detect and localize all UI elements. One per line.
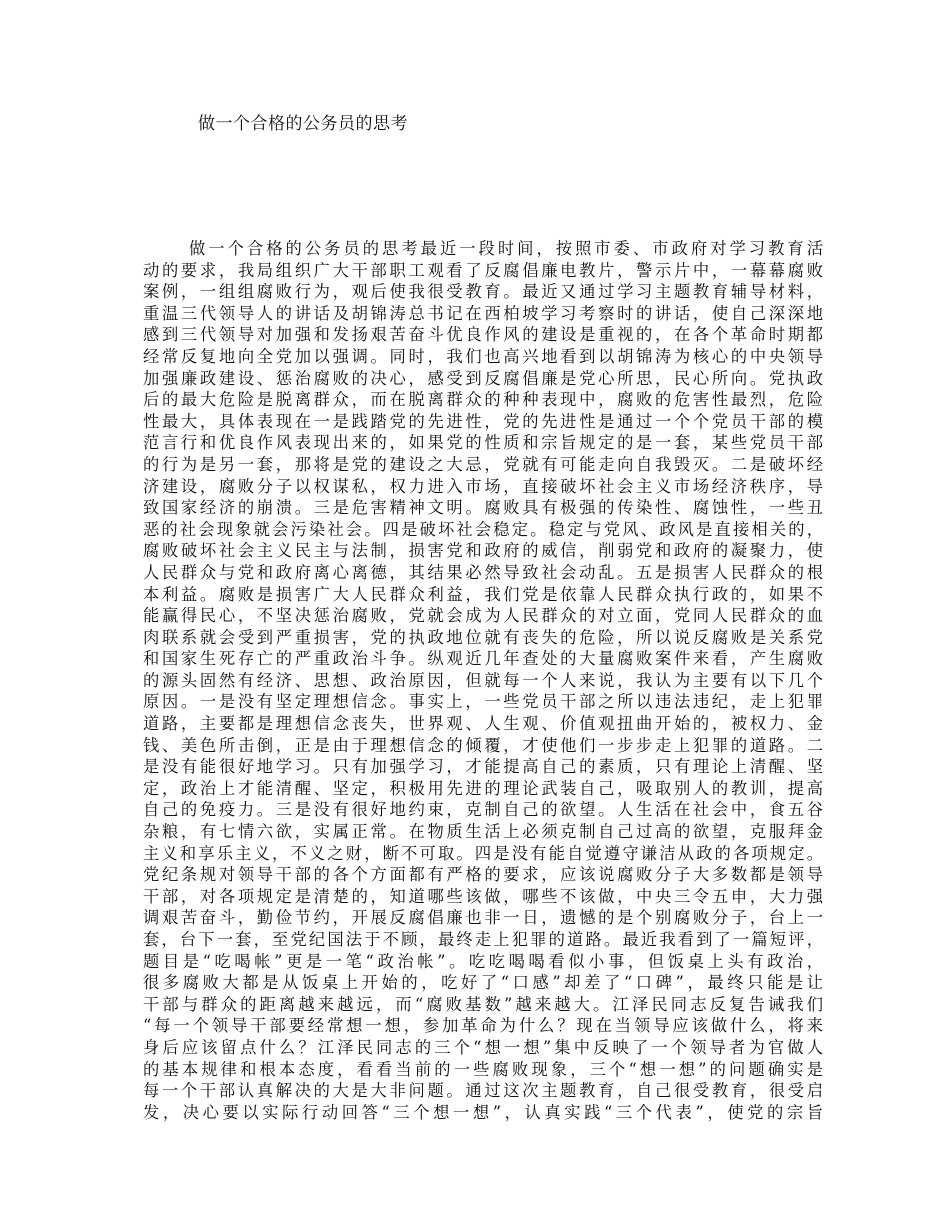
- body-text-line: 发，决心要以实际行动回答“三个想一想”，认真实践“三个代表”，使党的宗旨: [143, 1102, 823, 1122]
- body-text-line: 杂粮，有七情六欲，实属正常。在物质生活上必须克制自己过高的欲望，克服拜金: [143, 822, 823, 842]
- body-text-line: 重温三代领导人的讲话及胡锦涛总书记在西柏坡学习考察时的讲话，使自己深深地: [143, 303, 823, 323]
- body-text-line: 案例，一组组腐败行为，观后使我很受教育。最近又通过学习主题教育辅导材料，: [143, 282, 823, 302]
- body-text-line: 干部，对各项规定是清楚的，知道哪些该做，哪些不该做，中央三令五申，大力强: [143, 886, 823, 906]
- body-text-line: 套，台下一套，至党纪国法于不顾，最终走上犯罪的道路。最近我看到了一篇短评，: [143, 930, 823, 949]
- body-text-line: 钱、美色所击倒，正是由于理想信念的倾覆，才使他们一步步走上犯罪的道路。二: [143, 735, 823, 755]
- body-text-line: 致国家经济的崩溃。三是危害精神文明。腐败具有极强的传染性、腐蚀性，一些丑: [143, 498, 823, 518]
- body-text-line: 干部与群众的距离越来越远，而“腐败基数”越来越大。江泽民同志反复告诫我们: [143, 994, 823, 1014]
- body-text-line: 自己的免疫力。三是没有很好地约束，克制自己的欲望。人生活在社会中，食五谷: [143, 800, 823, 820]
- body-text-line: 做一个合格的公务员的思考最近一段时间，按照市委、市政府对学习教育活: [189, 239, 823, 258]
- body-text-line: 本利益。腐败是损害广大人民群众利益，我们党是依靠人民群众执行政的，如果不: [143, 584, 823, 604]
- body-text-line: 腐败破坏社会主义民主与法制，损害党和政府的威信，削弱党和政府的凝聚力，使: [143, 541, 823, 561]
- body-text-line: 和国家生死存亡的严重政治斗争。纵观近几年查处的大量腐败案件来看，产生腐败: [143, 649, 823, 669]
- body-text-line: 的基本规律和根本态度，看看当前的一些腐败现象，三个“想一想”的问题确实是: [143, 1059, 823, 1079]
- body-text-line: 党纪条规对领导干部的各个方面都有严格的要求，应该说腐败分子大多数都是领导: [143, 865, 823, 885]
- body-text-line: 后的最大危险是脱离群众，而在脱离群众的种种表现中，腐败的危害性最烈，危险: [143, 390, 823, 410]
- body-text-line: 主义和享乐主义，不义之财，断不可取。四是没有能自觉遵守谦洁从政的各项规定。: [143, 843, 823, 863]
- body-text-line: 的源头固然有经济、思想、政治原因，但就每一个人来说，我认为主要有以下几个: [143, 670, 823, 690]
- body-text-line: 动的要求，我局组织广大干部职工观看了反腐倡廉电教片，警示片中，一幕幕腐败: [143, 260, 823, 280]
- body-text-line: 身后应该留点什么？江泽民同志的三个“想一想”集中反映了一个领导者为官做人: [143, 1037, 823, 1057]
- body-text-line: 肉联系就会受到严重损害，党的执政地位就有丧失的危险，所以说反腐败是关系党: [143, 627, 823, 647]
- body-text-line: 是没有能很好地学习。只有加强学习，才能提高自己的素质，只有理论上清醒、坚: [143, 757, 823, 777]
- body-text-line: 性最大，具体表现在一是践踏党的先进性，党的先进性是通过一个个党员干部的模: [143, 411, 823, 431]
- body-text-line: 定，政治上才能清醒、坚定，积极用先进的理论武装自己，吸取别人的教训，提高: [143, 778, 823, 798]
- body-text-line: 恶的社会现象就会污染社会。四是破坏社会稳定。稳定与党风、政风是直接相关的，: [143, 519, 823, 539]
- body-text-line: 感到三代领导对加强和发扬艰苦奋斗优良作风的建设是重视的，在各个革命时期都: [143, 325, 823, 345]
- body-text-line: 调艰苦奋斗，勤俭节约，开展反腐倡廉也非一日，遗憾的是个别腐败分子，台上一: [143, 908, 823, 928]
- body-text-line: 人民群众与党和政府离心离德，其结果必然导致社会动乱。五是损害人民群众的根: [143, 562, 823, 582]
- document-body: [143, 238, 823, 1123]
- body-text-line: 每一个干部认真解决的大是大非问题。通过这次主题教育，自己很受教育，很受启: [143, 1081, 823, 1101]
- body-text-line: 范言行和优良作风表现出来的，如果党的性质和宗旨规定的是一套，某些党员干部: [143, 433, 823, 453]
- body-text-line: 题目是“吃喝帐”更是一笔“政治帐”。吃吃喝喝看似小事，但饭桌上头有政治，: [143, 951, 823, 971]
- body-text-line: 原因。一是没有坚定理想信念。事实上，一些党员干部之所以违法违纪，走上犯罪: [143, 692, 823, 712]
- body-text-line: “每一个领导干部要经常想一想，参加革命为什么？现在当领导应该做什么，将来: [143, 1016, 823, 1036]
- body-text-line: 济建设，腐败分子以权谋私，权力进入市场，直接破坏社会主义市场经济秩序，导: [143, 476, 823, 496]
- body-text-line: 能赢得民心，不坚决惩治腐败，党就会成为人民群众的对立面，党同人民群众的血: [143, 606, 823, 626]
- body-text-line: 的行为是另一套，那将是党的建设之大忌，党就有可能走向自我毁灭。二是破坏经: [143, 454, 823, 474]
- body-text-line: 很多腐败大都是从饭桌上开始的，吃好了“口感”却差了“口碑”，最终只能是让: [143, 973, 823, 993]
- document-title: 做一个合格的公务员的思考: [198, 114, 408, 134]
- body-text-line: 道路，主要都是理想信念丧失，世界观、人生观、价值观扭曲开始的，被权力、金: [143, 714, 823, 734]
- body-text-line: 经常反复地向全党加以强调。同时，我们也高兴地看到以胡锦涛为核心的中央领导: [143, 346, 823, 366]
- body-text-line: 加强廉政建设、惩治腐败的决心，感受到反腐倡廉是党心所思，民心所向。党执政: [143, 368, 823, 388]
